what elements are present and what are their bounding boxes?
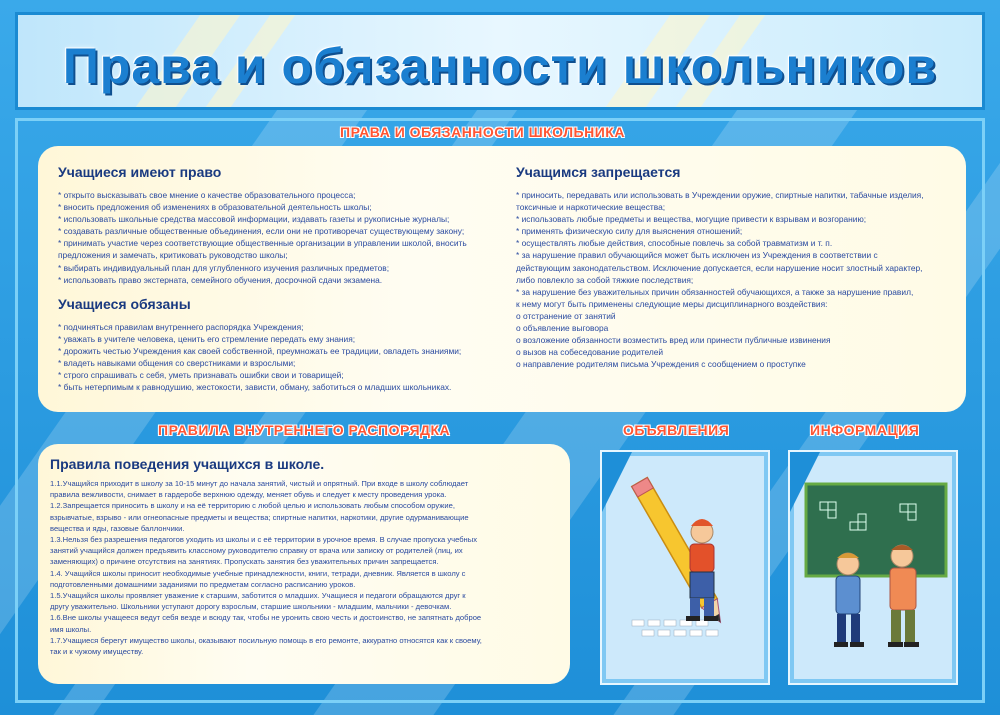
list-item: * быть нетерпимым к равнодушию, жестокости, зависти, обману, заботиться о младших школьниках. (58, 382, 452, 393)
info-heading: ИНФОРМАЦИЯ (810, 422, 920, 438)
list-item: * уважать в учителе человека, ценить его стремление передать ему знания; (58, 333, 356, 344)
rules-panel (38, 444, 570, 684)
list-item: * открыто высказывать свое мнение о качестве образовательного процесса; (58, 190, 356, 200)
title-band (15, 12, 985, 110)
list-item: подготовленными домашними заданиями по предметам согласно расписанию уроков. (50, 579, 356, 589)
forbidden-heading: Учащимся запрещается (516, 164, 681, 180)
rights-heading: Учащиеся имеют право (58, 164, 222, 180)
list-item: * владеть навыками общения со сверстниками и взрослыми; (58, 358, 296, 369)
page-title: Права и обязанности школьников (62, 38, 938, 94)
list-item: * использовать школьные средства массовой информации, издавать газеты и рукописные журналы; (58, 214, 450, 225)
list-item: 1.4. Учащийся школы приносит необходимые учебные принадлежности, книги, тетради, дневник. Является в школу с (50, 568, 466, 578)
list-item: * использовать любые предметы и вещества, могущие привести к взрывам и возгоранию; (516, 214, 867, 225)
list-item: о отстранение от занятий (516, 310, 616, 321)
list-item: вещества и яды, газовые баллончики. (50, 523, 185, 533)
list-item: * за нарушение правил обучающийся может быть исключен из Учреждения в соответствии с (516, 250, 878, 261)
rules-section-heading: ПРАВИЛА ВНУТРЕННЕГО РАСПОРЯДКА (158, 422, 451, 438)
announcements-pocket[interactable] (600, 450, 770, 685)
list-item: * выбирать индивидуальный план для углубленного изучения различных предметов; (58, 262, 390, 273)
list-item: * осуществлять любые действия, способные повлечь за собой травматизм и т. п. (516, 238, 833, 249)
children-at-blackboard-illustration (790, 452, 956, 683)
rights-duties-panel (38, 146, 966, 412)
rights-list (58, 189, 498, 286)
list-item: * подчиняться правилам внутреннего распорядка Учреждения; (58, 321, 304, 332)
list-item: 1.7.Учащиеся берегут имущество школы, оказывают посильную помощь в его ремонте, аккуратно относятся как к своему, (50, 635, 482, 645)
rules-list (50, 478, 565, 657)
list-item: заменяющих) о причине отсутствия на занятиях. Пропускать занятия без уважительных причин запрещается. (50, 557, 439, 567)
list-item: так и к чужому имуществу. (50, 647, 144, 657)
list-item: 1.3.Нельзя без разрешения педагогов уходить из школы и с её территории в урочное время. В случае пропуска учебных (50, 535, 478, 545)
list-item: * принимать участие через соответствующие общественные организации в управлении школой, вносить (58, 238, 467, 249)
list-item: * использовать право экстерната, семейного обучения, досрочной сдачи экзамена. (58, 274, 383, 285)
list-item: к нему могут быть применены следующие меры дисциплинарного воздействия: (516, 298, 828, 309)
list-item: 1.5.Учащийся школы проявляет уважение к старшим, заботится о младших. Учащиеся и педагоги обращаются друг к (50, 591, 466, 601)
duties-heading: Учащиеся обязаны (58, 295, 191, 312)
rules-heading: Правила поведения учащихся в школе. (50, 456, 325, 472)
forbidden-list (516, 189, 956, 370)
list-item: 1.1.Учащийся приходит в школу за 10-15 минут до начала занятий, чистый и опрятный. При входе в школу соблюдает (50, 479, 469, 488)
forbidden-column (516, 164, 956, 370)
list-item: * применять физическую силу для выяснения отношений; (516, 226, 743, 237)
list-item: правила вежливости, снимает в гардеробе верхнюю одежду, меняет обувь и следует к месту проведения урока. (50, 490, 447, 500)
list-item: * приносить, передавать или использовать в Учреждении оружие, спиртные напитки, табачные изделия, (516, 190, 924, 200)
list-item: токсичные и наркотические вещества; (516, 202, 666, 213)
list-item: * вносить предложения об изменениях в образовательной деятельность школы; (58, 202, 372, 213)
list-item: действующим законодательством. Исключение допускается, если нарушение носит злостный характер, (516, 262, 923, 273)
list-item: * за нарушение без уважительных причин обязанностей обучающихся, а также за нарушение правил, (516, 286, 914, 297)
boy-with-pencil-illustration (602, 452, 768, 683)
list-item: либо повлекло за собой тяжкие последствия; (516, 274, 694, 285)
list-item: взрывчатые, взрыво - или огнеопасные предметы и вещества; спиртные напитки, наркотики, другие одурманивающие (50, 512, 469, 522)
list-item: имя школы. (50, 624, 92, 634)
rights-column (58, 164, 498, 393)
list-item: занятий учащийся должен предъявить классному руководителю справку от врача или записку от родителей (лиц, их (50, 546, 463, 556)
list-item: о вызов на собеседование родителей (516, 347, 664, 358)
list-item: предложения и замечать, критиковать руководство школы; (58, 250, 288, 261)
list-item: о объявление выговора (516, 323, 609, 334)
list-item: 1.6.Вне школы учащееся ведут себя везде и всюду так, чтобы не уронить свою честь и достоинство, не запятнать доброе (50, 613, 482, 623)
rights-duties-section-heading: ПРАВА И ОБЯЗАННОСТИ ШКОЛЬНИКА (340, 124, 625, 140)
announcements-heading: ОБЪЯВЛЕНИЯ (623, 422, 730, 438)
list-item: * дорожить честью Учреждения как своей собственной, преумножать ее традиции, овладеть знаниями; (58, 345, 462, 356)
information-pocket[interactable] (788, 450, 958, 685)
rules-column (50, 456, 565, 657)
list-item: другу уважительно. Школьники уступают дорогу взрослым, старшие школьники - младшим, мальчики - девочкам. (50, 602, 452, 612)
list-item: о направление родителям письма Учреждения с сообщением о проступке (516, 359, 806, 370)
duties-list (58, 321, 498, 394)
list-item: о возложение обязанности возместить вред или принести публичные извинения (516, 335, 831, 346)
list-item: * создавать различные общественные объединения, если они не противоречат существующему закону; (58, 226, 465, 237)
list-item: * строго спрашивать с себя, уметь признавать ошибки свои и товарищей; (58, 370, 344, 381)
list-item: 1.2.Запрещается приносить в школу и на её территорию с любой целью и использовать любым способом оружие, (50, 501, 455, 511)
